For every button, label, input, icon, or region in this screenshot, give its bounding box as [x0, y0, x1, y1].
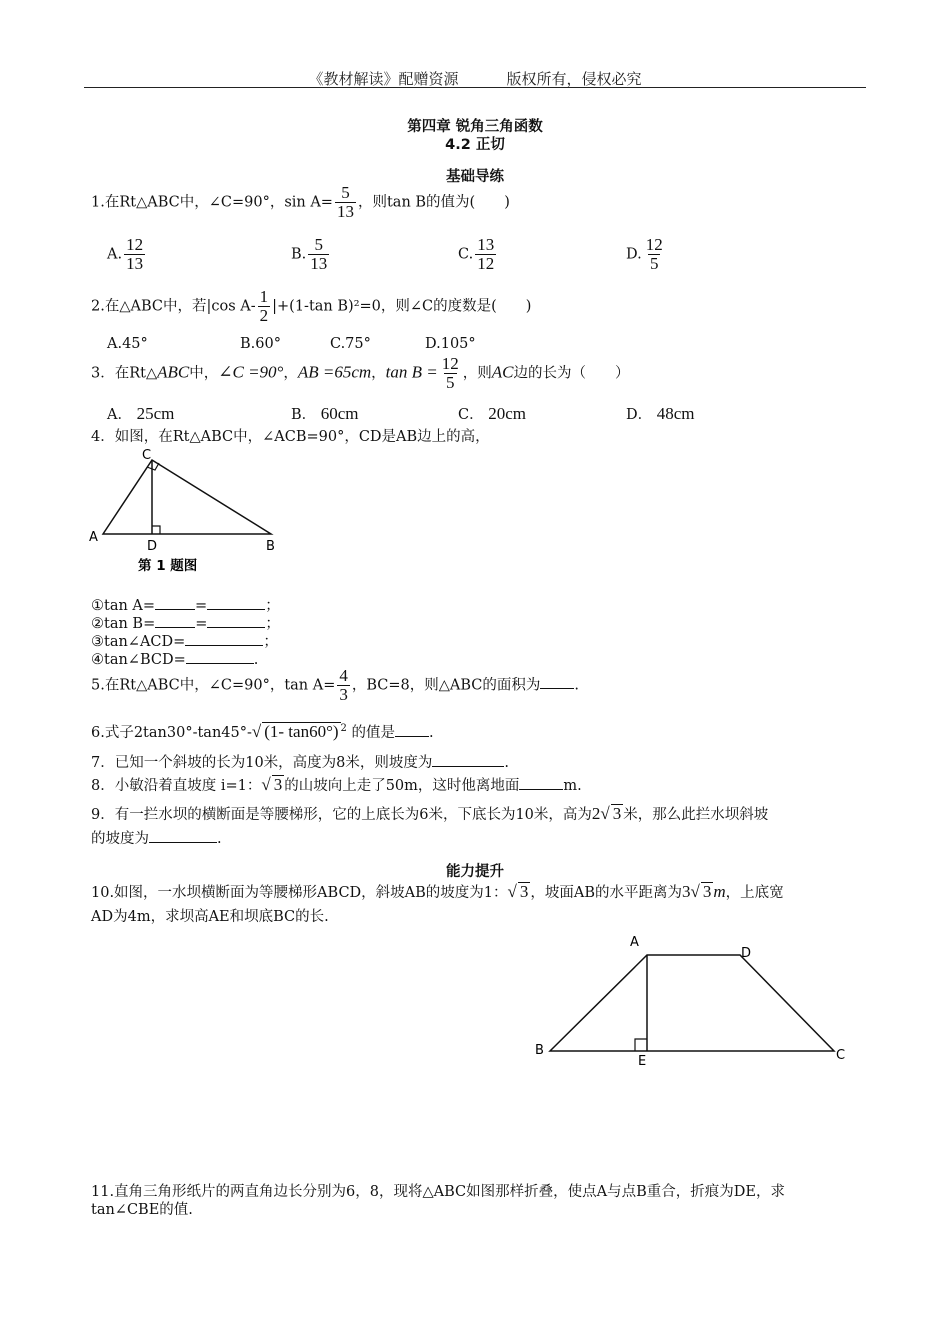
q5-stem: 5.在Rt△ABC中，∠C=90°，tan A= $\frac{4}{3}$ ，BC=8，则△ABC的面积为 . — [91, 666, 580, 704]
header-left: 《教材解读》配赠资源 — [308, 70, 459, 88]
q4-line-4: ④tan∠BCD= . — [91, 652, 259, 668]
q1-stem: 1.在Rt△ABC中，∠C=90°，sin A= $\frac{5}{13}$ ，则tan B的值为( ) — [91, 183, 510, 221]
right-angle-mark-d — [152, 526, 160, 534]
q11-stem: 11.直角三角形纸片的两直角边长分别为6，8，现将△ABC如图那样折叠，使点A与点B重合，折痕为DE，求 tan∠CBE的值. — [91, 1184, 785, 1218]
q9-stem: 9．有一拦水坝的横断面是等腰梯形，它的上底长为6米，下底长为10米，高为2√ 3 米，那么此拦水坝斜坡 的坡度为 . — [91, 804, 769, 847]
q2-option-c: C.75° — [330, 336, 371, 352]
label-a: A — [89, 530, 98, 545]
page-header — [0, 68, 950, 89]
q3-option-b: B． 60cm — [291, 404, 359, 423]
q7-stem: 7．已知一个斜坡的长为10米，高度为8米，则坡度为 . — [91, 755, 510, 771]
q4-line-3: ③tan∠ACD= ； — [91, 634, 278, 650]
right-angle-mark-e — [635, 1039, 647, 1051]
basic-heading: 基础导练 — [446, 169, 504, 185]
figure-caption: 第 1 题图 — [138, 558, 198, 574]
q3-stem: 3．在Rt△ABC中，∠C =90°，AB =65cm，tan B = $\frac{12}{5}$ ，则AC边的长为（ ） — [91, 354, 630, 392]
label-d: D — [147, 539, 158, 554]
q4-line-1: ①tan A= = ； — [91, 598, 280, 614]
q2-fraction: $\frac{1}{2}$ — [259, 287, 269, 325]
q3-option-a: A． 25cm — [107, 404, 175, 423]
q10-stem: 10.如图，一水坝横断面为等腰梯形ABCD，斜坡AB的坡度为1：√ 3 ，坡面AB的水平距离为3√ 3 m，上底宽 AD为4m，求坝高AE和坝底BC的长. — [91, 882, 784, 925]
trapezoid-abcd — [550, 955, 834, 1051]
header-rule — [84, 87, 866, 88]
q4-answers — [91, 597, 280, 669]
label-c: C — [836, 1048, 846, 1063]
section-title: 4.2 正切 — [445, 137, 505, 153]
q4-stem: 4．如图，在Rt△ABC中，∠ACB=90°，CD是AB边上的高， — [91, 429, 490, 445]
q1-option-b: B. $\frac{5}{13}$ — [291, 235, 328, 273]
q3-option-d: D． 48cm — [626, 404, 695, 423]
label-a: A — [630, 935, 639, 950]
q2-stem: 2.在△ABC中，若|cos A- $\frac{1}{2}$ |+(1-tan B)²=0，则∠C的度数是( ) — [91, 287, 532, 325]
q1-fraction: $\frac{5}{13}$ — [336, 183, 354, 221]
q3-option-c: C． 20cm — [458, 404, 526, 423]
q10-trapezoid-figure — [530, 930, 850, 1070]
label-b: B — [535, 1043, 544, 1058]
chapter-title: 第四章 锐角三角函数 — [407, 119, 543, 135]
q1-option-d: D. $\frac{12}{5}$ — [626, 235, 663, 273]
q6-stem: 6.式子2tan30°-tan45°-√ (1- tan60°) $^2$ 的值是 . — [91, 722, 434, 741]
q2-option-a: A.45° — [107, 336, 148, 352]
q8-stem: 8．小敏沿着直坡度 i=1：√ 3 的山坡向上走了50m，这时他离地面 m. — [91, 775, 582, 794]
label-d: D — [741, 946, 752, 961]
header-right: 版权所有，侵权必究 — [506, 70, 642, 88]
label-c: C — [142, 448, 152, 463]
q2-option-b: B.60° — [240, 336, 281, 352]
advanced-heading: 能力提升 — [446, 864, 504, 880]
triangle-abc — [103, 460, 271, 534]
q1-option-c: C. $\frac{13}{12}$ — [458, 235, 495, 273]
q2-option-d: D.105° — [425, 336, 476, 352]
q1-option-a: A. $\frac{12}{13}$ — [107, 235, 144, 273]
label-e: E — [638, 1054, 647, 1069]
q4-line-2: ②tan B= = ； — [91, 616, 280, 632]
q4-triangle-figure — [85, 442, 295, 582]
label-b: B — [266, 539, 275, 554]
